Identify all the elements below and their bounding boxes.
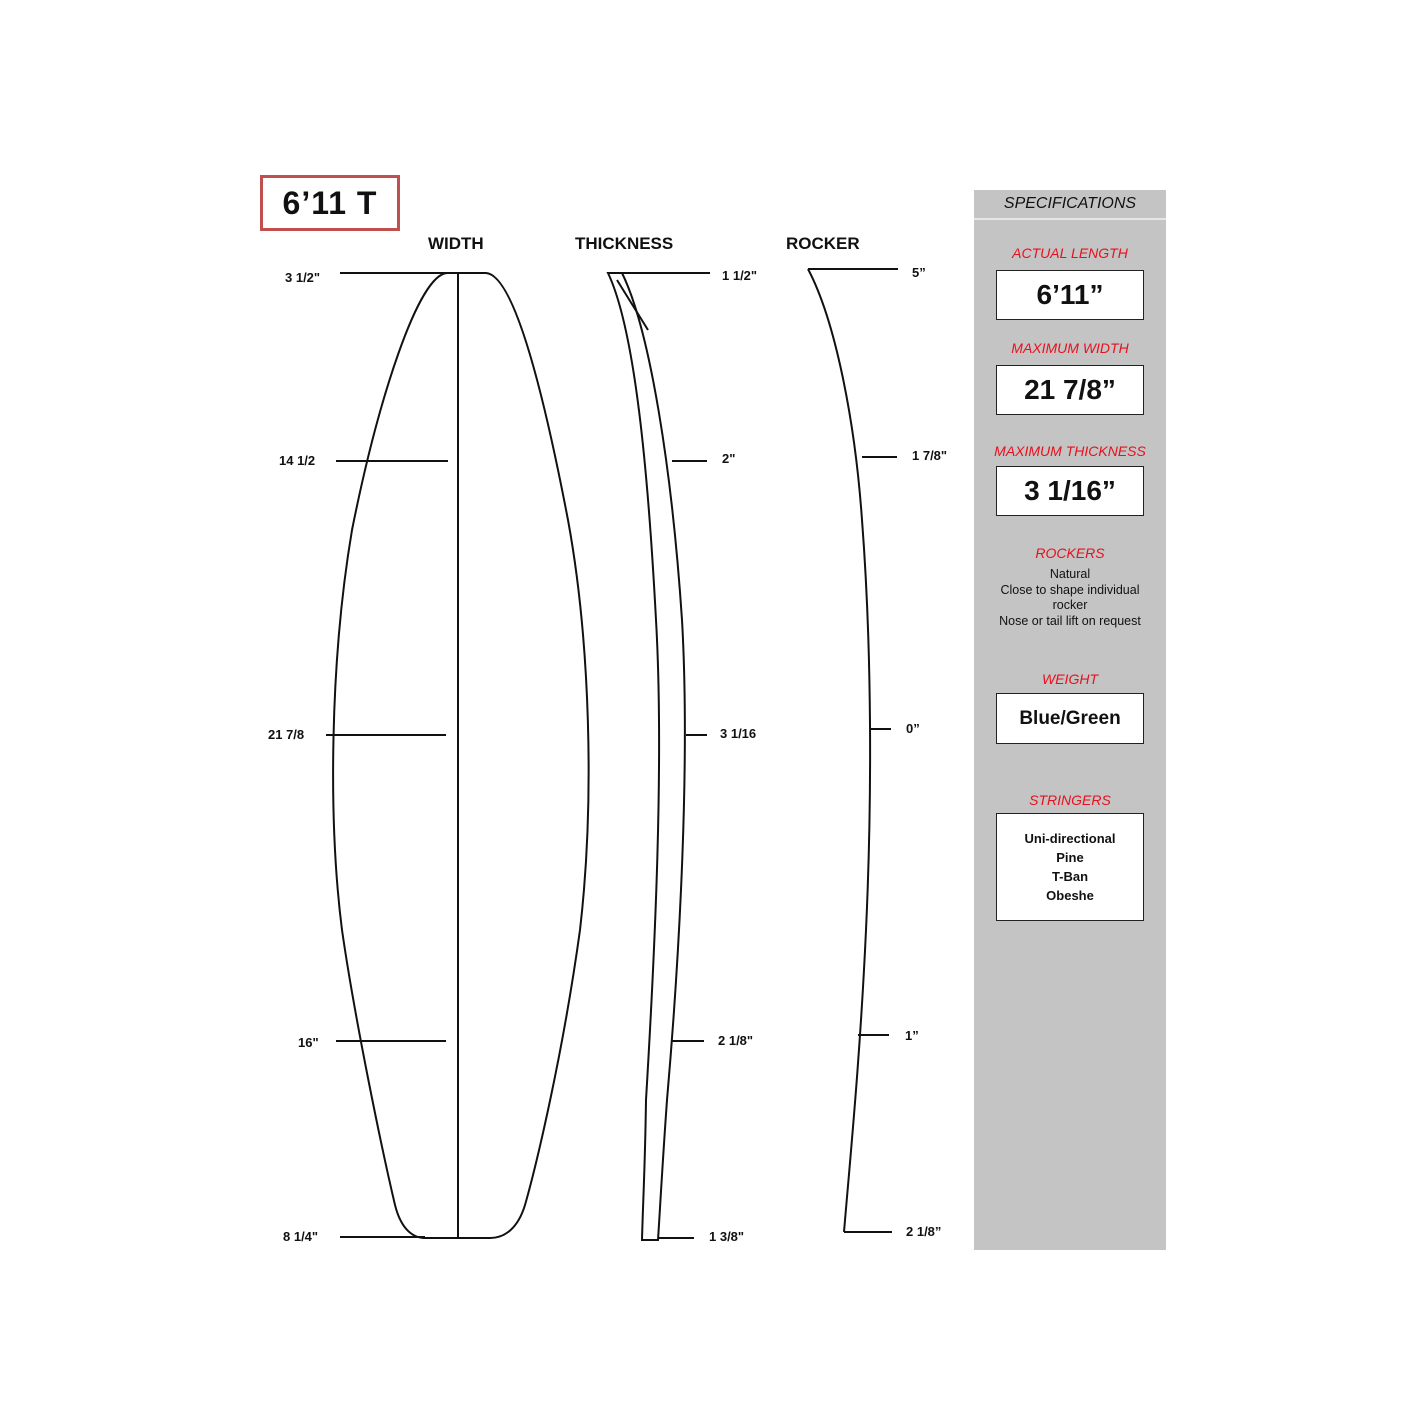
weight-value: Blue/Green <box>996 693 1144 744</box>
width-heading: WIDTH <box>428 234 484 253</box>
stringer-item: Obeshe <box>1046 888 1094 903</box>
max-width-label: MAXIMUM WIDTH <box>1011 340 1129 356</box>
rockers-description <box>974 567 1166 629</box>
rockers-line: Natural <box>1049 567 1091 581</box>
rockers-line: Close to shape individual <box>1000 582 1140 597</box>
thickness-heading: THICKNESS <box>575 234 674 253</box>
rocker-dim-center: 0” <box>906 721 920 736</box>
model-title: 6’11 T <box>260 175 400 231</box>
width-dim-lower: 16" <box>298 1035 319 1050</box>
width-dim-nose: 3 1/2" <box>285 270 321 285</box>
thickness-dim-lower: 2 1/8" <box>718 1033 754 1048</box>
rocker-dim-upper: 1 7/8" <box>912 448 948 463</box>
thickness-dim-upper: 2" <box>722 451 736 466</box>
max-thickness-value: 3 1/16” <box>996 466 1144 516</box>
rocker-dim-nose: 5” <box>912 265 926 280</box>
thickness-dim-max: 3 1/16 <box>720 726 757 741</box>
rockers-line: Nose or tail lift on request <box>999 613 1141 628</box>
thickness-dim-nose: 1 1/2" <box>722 268 758 283</box>
specifications-panel <box>974 190 1166 1250</box>
width-dim-upper: 14 1/2 <box>279 453 316 468</box>
stringers-box <box>996 813 1144 921</box>
width-outline <box>333 273 588 1238</box>
rockers-line: rocker <box>1052 598 1088 612</box>
stringer-item: Uni-directional <box>1024 831 1116 846</box>
rockers-label: ROCKERS <box>1035 545 1105 561</box>
specifications-title: SPECIFICATIONS <box>974 190 1166 220</box>
max-thickness-label: MAXIMUM THICKNESS <box>994 443 1146 459</box>
rocker-dim-lower: 1” <box>905 1028 919 1043</box>
weight-label: WEIGHT <box>1042 671 1098 687</box>
max-width-value: 21 7/8” <box>996 365 1144 415</box>
stringer-item: T-Ban <box>1051 869 1089 884</box>
rocker-outline <box>808 269 870 1232</box>
thickness-outline <box>608 273 685 1240</box>
stringer-item: Pine <box>1056 850 1084 865</box>
thickness-inner-line <box>617 280 648 330</box>
width-dim-tail: 8 1/4" <box>283 1229 319 1244</box>
rocker-heading: ROCKER <box>786 234 860 253</box>
rocker-dim-tail: 2 1/8” <box>906 1224 942 1239</box>
thickness-dim-tail: 1 3/8" <box>709 1229 745 1244</box>
actual-length-label: ACTUAL LENGTH <box>1012 245 1128 261</box>
stringers-label: STRINGERS <box>1029 792 1111 808</box>
actual-length-value: 6’11” <box>996 270 1144 320</box>
width-dim-max: 21 7/8 <box>268 727 305 742</box>
